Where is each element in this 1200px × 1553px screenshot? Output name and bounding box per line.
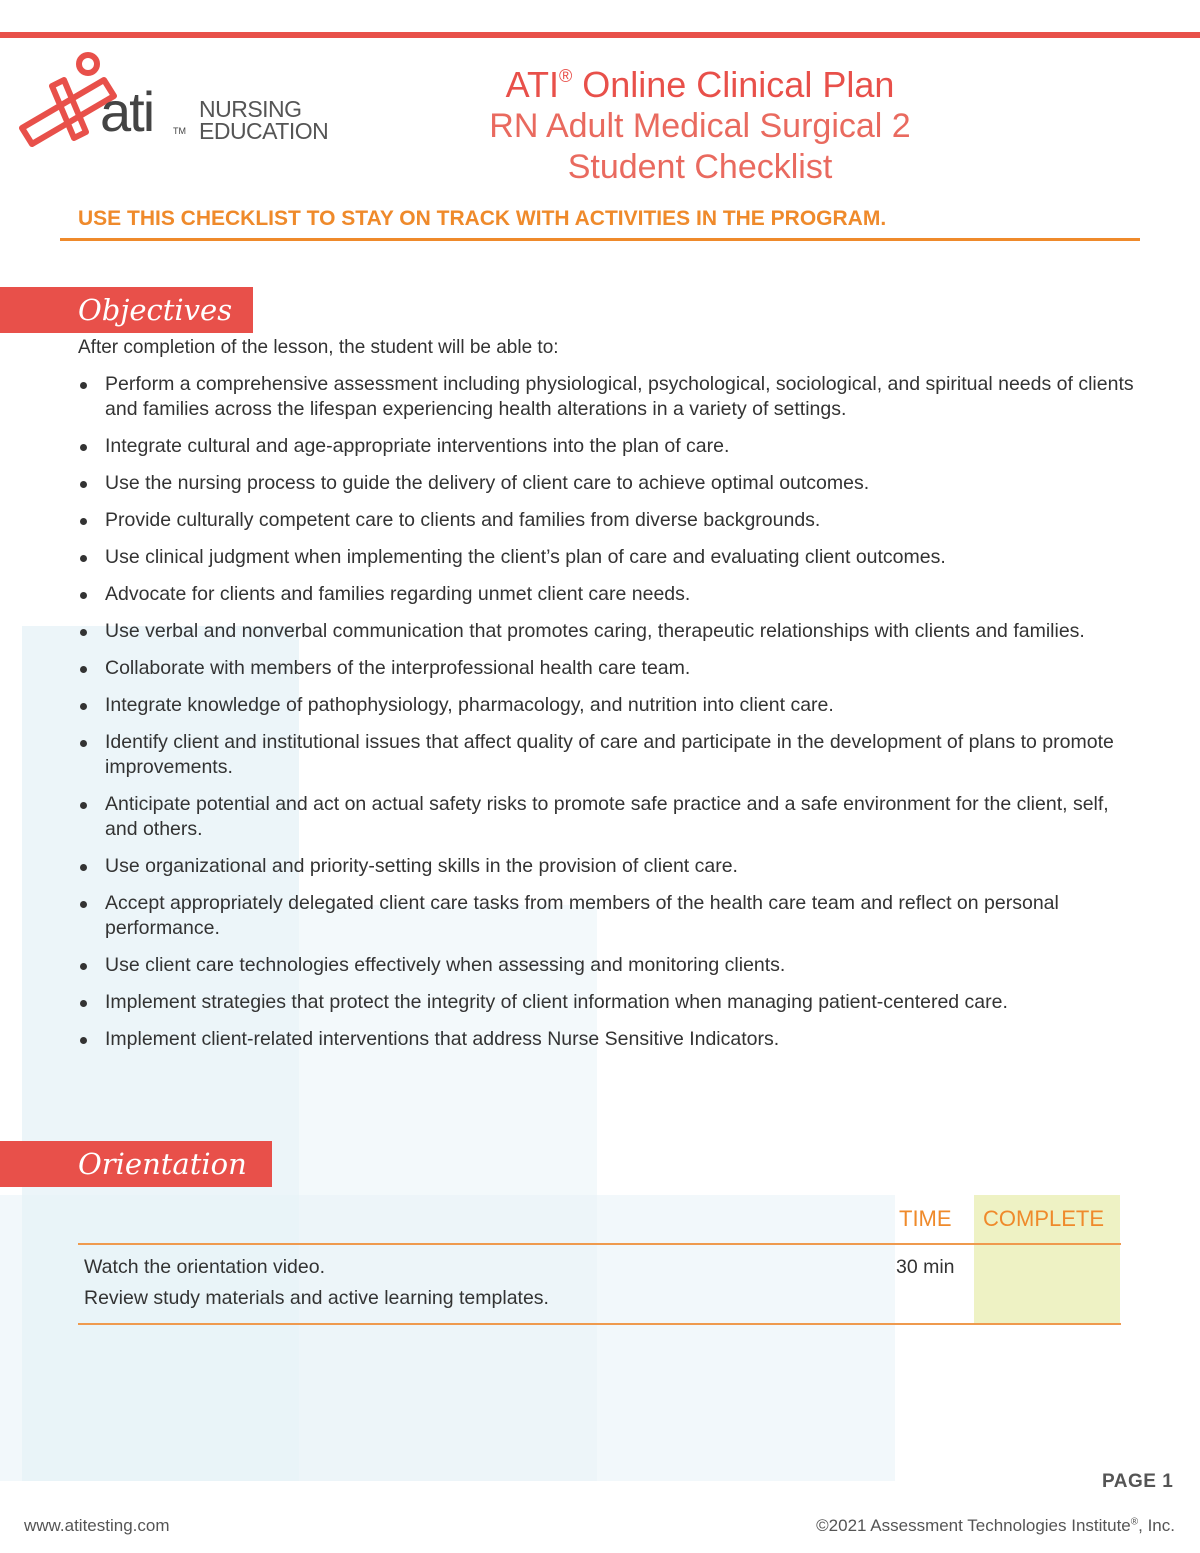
list-item: Use clinical judgment when implementing the client’s plan of care and evaluating client outcomes. <box>78 545 1138 570</box>
table-rule <box>78 1243 1121 1245</box>
list-item: Accept appropriately delegated client care tasks from members of the health care team and reflect on personal performance. <box>78 891 1138 941</box>
list-item: Implement strategies that protect the integrity of client information when managing patient-centered care. <box>78 990 1138 1015</box>
document-subtitle-2: Student Checklist <box>567 148 833 186</box>
document-subtitle: RN Adult Medical Surgical 2 <box>489 107 911 145</box>
list-item: Anticipate potential and act on actual safety risks to promote safe practice and a safe environment for the client, self, and others. <box>78 792 1138 842</box>
logo-subtitle: NURSING EDUCATION <box>199 96 329 144</box>
divider <box>60 238 1140 241</box>
logo-wordmark: ati <box>100 80 154 143</box>
orientation-heading: Orientation <box>0 1141 272 1187</box>
footer-url: www.atitesting.com <box>24 1516 170 1535</box>
top-accent-bar <box>0 32 1200 38</box>
list-item: Identify client and institutional issues that affect quality of care and participate in the development of plans to promote improvements. <box>78 730 1138 780</box>
table-rule <box>78 1323 1121 1325</box>
column-header-time: TIME <box>899 1206 952 1231</box>
list-item: Collaborate with members of the interprofessional health care team. <box>78 656 1138 681</box>
list-item: Perform a comprehensive assessment including physiological, psychological, sociological, and spiritual needs of clients and families across the lifespan experiencing health alterations in a variety of settings. <box>78 372 1138 422</box>
objectives-heading: Objectives <box>0 287 253 333</box>
list-item: Advocate for clients and families regarding unmet client care needs. <box>78 582 1138 607</box>
page-number: PAGE 1 <box>1102 1471 1174 1492</box>
tagline: USE THIS CHECKLIST TO STAY ON TRACK WITH ACTIVITIES IN THE PROGRAM. <box>78 207 887 230</box>
background-tint-panel <box>0 1195 895 1481</box>
document-title: ATI® Online Clinical Plan RN Adult Medical Surgical 2 Student Checklist <box>400 56 1000 187</box>
list-item: Use organizational and priority-setting skills in the provision of client care. <box>78 854 1138 879</box>
list-item: Use verbal and nonverbal communication that promotes caring, therapeutic relationships with clients and families. <box>78 619 1138 644</box>
footer-copyright: ©2021 Assessment Technologies Institute®, Inc. <box>816 1516 1175 1535</box>
task-text: Review study materials and active learning templates. <box>84 1287 549 1309</box>
objectives-intro: After completion of the lesson, the student will be able to: <box>78 337 559 358</box>
list-item: Provide culturally competent care to clients and families from diverse backgrounds. <box>78 508 1138 533</box>
list-item: Use client care technologies effectively when assessing and monitoring clients. <box>78 953 1138 978</box>
objectives-list <box>78 372 1138 1064</box>
column-header-complete: COMPLETE <box>983 1206 1105 1231</box>
list-item: Implement client-related interventions that address Nurse Sensitive Indicators. <box>78 1027 1138 1052</box>
list-item: Integrate cultural and age-appropriate interventions into the plan of care. <box>78 434 1138 459</box>
task-text: Watch the orientation video. <box>84 1256 325 1278</box>
list-item: Use the nursing process to guide the delivery of client care to achieve optimal outcomes. <box>78 471 1138 496</box>
logo-trademark: TM <box>173 126 186 136</box>
list-item: Integrate knowledge of pathophysiology, pharmacology, and nutrition into client care. <box>78 693 1138 718</box>
task-time: 30 min <box>896 1256 955 1278</box>
